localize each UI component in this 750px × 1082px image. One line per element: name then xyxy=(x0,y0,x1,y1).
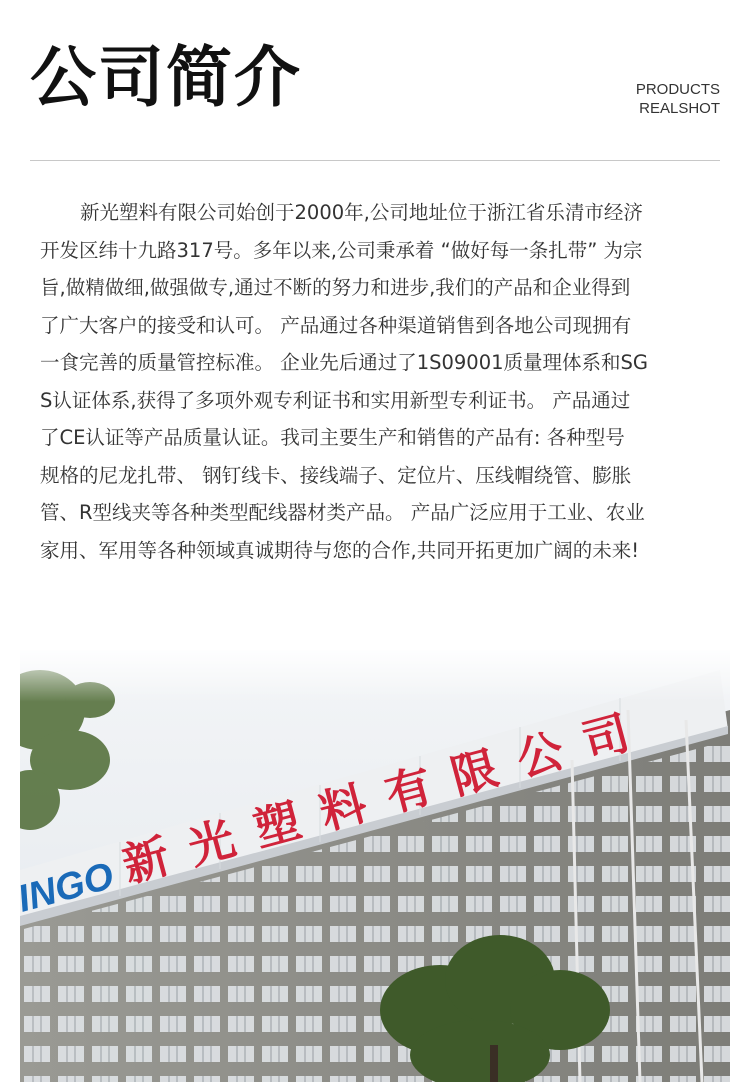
tagline-line-2: REALSHOT xyxy=(639,100,720,117)
intro-line: 规格的尼龙扎带、 钢钉线卡、接线端子、定位片、压线帽绕管、膨胀 xyxy=(40,463,632,487)
tagline-line-1: PRODUCTS xyxy=(635,81,720,98)
intro-line: 旨,做精做细,做强做专,通过不断的努力和进步,我们的产品和企业得到 xyxy=(40,276,631,299)
intro-line: 一食完善的质量管控标准。 企业先后通过了1S09001质量理体系和SG xyxy=(40,351,649,374)
intro-line: 家用、军用等各种领域真诚期待与您的合作,共同开拓更加广阔的未来! xyxy=(40,538,640,562)
tagline xyxy=(636,80,720,118)
intro-line: 管、R型线夹等各种类型配线器材类产品。 产品广泛应用于工业、农业 xyxy=(40,501,645,524)
company-building-photo xyxy=(20,650,730,1082)
intro-line: 开发区纬十九路317号。多年以来,公司秉承着 “做好每一条扎带” 为宗 xyxy=(40,238,643,262)
intro-line: 了广大客户的接受和认可。 产品通过各种渠道销售到各地公司现拥有 xyxy=(40,313,632,337)
page-header xyxy=(0,0,750,160)
intro-line: 了CE认证等产品质量认证。我司主要生产和销售的产品有: 各种型号 xyxy=(40,426,625,449)
company-intro-text xyxy=(40,194,730,569)
page-title: 公司简介 xyxy=(30,39,302,116)
intro-line: 新光塑料有限公司始创于2000年,公司地址位于浙江省乐清市经济 xyxy=(80,201,643,224)
intro-line: S认证体系,获得了多项外观专利证书和实用新型专利证书。 产品通过 xyxy=(40,388,631,412)
header-divider xyxy=(30,160,720,161)
